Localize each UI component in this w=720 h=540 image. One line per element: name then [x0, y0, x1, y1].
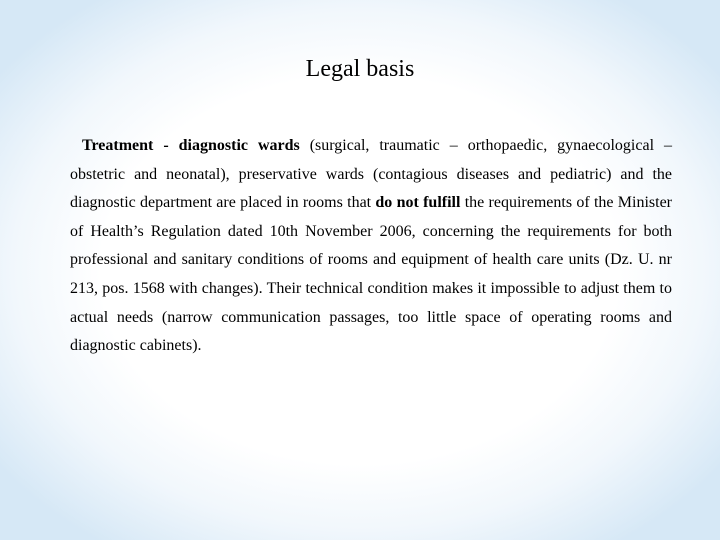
body-text-part-1: (surgical, traumatic – orthopaedic, gynaecological – obstetric and neonatal), preservative wards (contagious diseases and pediatric) and the diagnostic department are placed in rooms that [70, 137, 672, 212]
body-text-part-2: the requirements of the Minister of Health’s Regulation dated 10th November 2006, concerning the requirements for both professional and sanitary conditions of rooms and equipment of health care units (Dz. U. nr 213, pos. 1568 with changes). Their technical condition makes it impossible to adjust them to actual needs (narrow communication passages, too little space of operating rooms and diagnostic cabinets). [70, 194, 672, 355]
slide-title: Legal basis [305, 56, 415, 82]
bold-emphasis-text: do not fulfill [375, 194, 461, 212]
bold-lead-text: Treatment - diagnostic wards [82, 137, 300, 154]
body-paragraph [70, 132, 672, 361]
